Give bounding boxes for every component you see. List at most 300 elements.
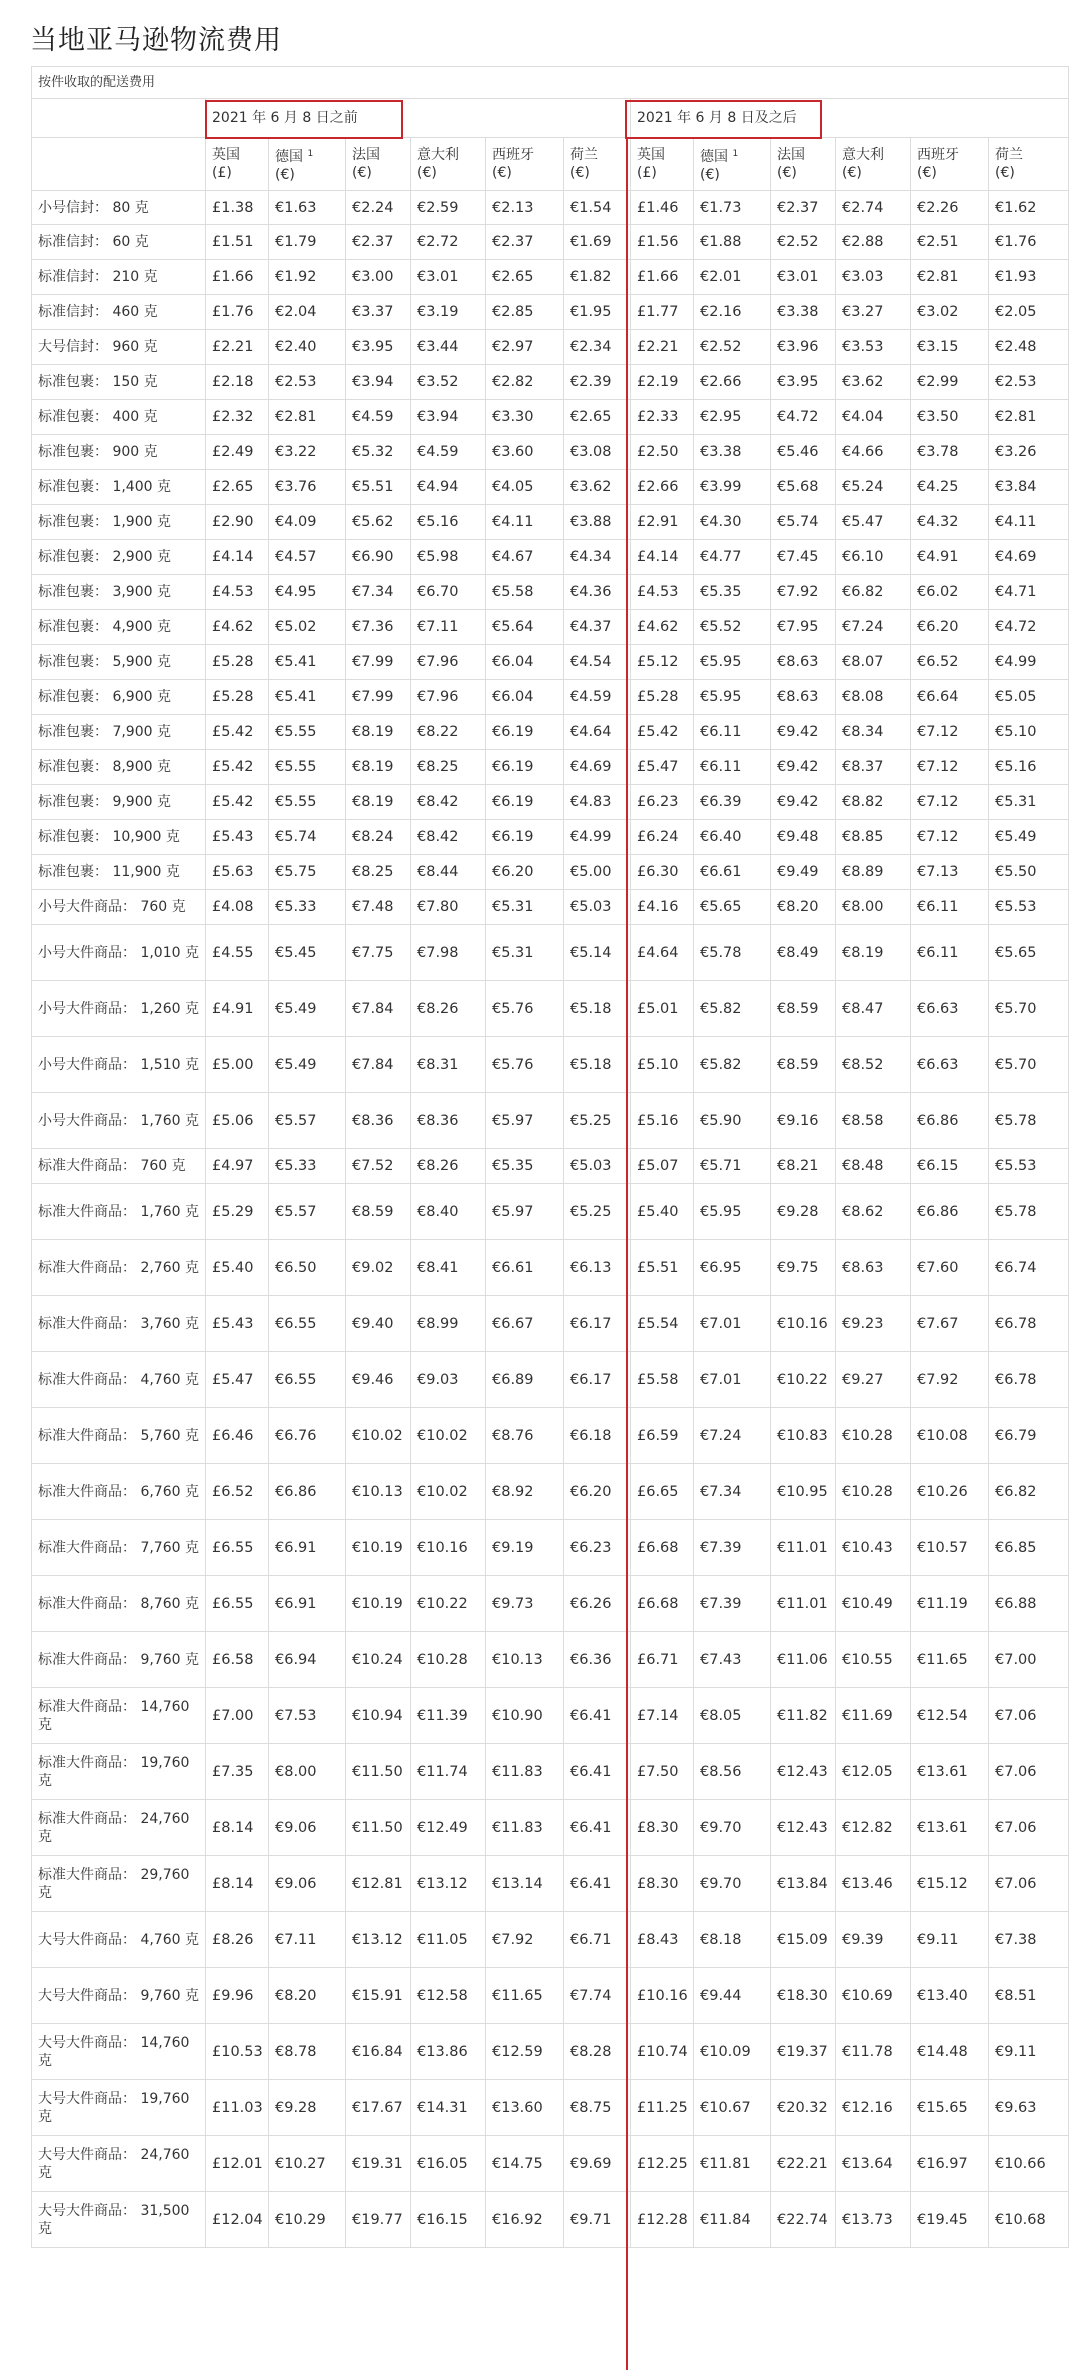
fee-cell-after: €3.01: [771, 260, 836, 295]
fee-cell-before: €8.75: [564, 2080, 631, 2136]
fee-cell-after: €2.81: [911, 260, 989, 295]
fee-cell-after: £8.43: [631, 1912, 694, 1968]
fee-cell-before: €16.15: [411, 2192, 486, 2248]
fee-cell-before: €1.95: [564, 295, 631, 330]
fee-cell-after: €11.81: [694, 2136, 771, 2192]
fee-cell-before: €10.28: [411, 1632, 486, 1688]
fee-cell-after: €10.83: [771, 1408, 836, 1464]
fee-cell-after: €5.95: [694, 680, 771, 715]
period-header-row: [32, 99, 1069, 138]
fee-cell-after: €6.11: [911, 890, 989, 925]
fee-cell-before: €1.54: [564, 191, 631, 225]
fee-cell-after: €7.12: [911, 820, 989, 855]
size-tier-label: 小号大件商品： 1,260 克: [32, 981, 206, 1037]
fee-cell-before: £10.53: [206, 2024, 269, 2080]
size-tier-label: 标准大件商品： 8,760 克: [32, 1576, 206, 1632]
fee-cell-after: £5.51: [631, 1240, 694, 1296]
fee-cell-before: €7.52: [346, 1149, 411, 1184]
fee-row: [32, 1856, 1069, 1912]
fee-cell-after: €2.52: [694, 330, 771, 365]
fee-cell-after: €11.84: [694, 2192, 771, 2248]
page-title: 当地亚马逊物流费用: [30, 25, 282, 56]
fee-cell-before: £12.01: [206, 2136, 269, 2192]
fee-cell-before: €6.91: [269, 1576, 346, 1632]
fee-cell-before: €19.77: [346, 2192, 411, 2248]
country-name: 法国: [352, 147, 380, 163]
fee-cell-after: €4.72: [989, 610, 1069, 645]
fee-row: [32, 855, 1069, 890]
fee-cell-before: €8.25: [411, 750, 486, 785]
fee-cell-after: €7.38: [989, 1912, 1069, 1968]
fee-cell-after: €3.84: [989, 470, 1069, 505]
fee-cell-before: €5.55: [269, 715, 346, 750]
fee-cell-after: €6.52: [911, 645, 989, 680]
fee-cell-after: €5.95: [694, 645, 771, 680]
fee-cell-before: €3.08: [564, 435, 631, 470]
fee-cell-after: €22.74: [771, 2192, 836, 2248]
fee-cell-before: €3.60: [486, 435, 564, 470]
fee-cell-before: £11.03: [206, 2080, 269, 2136]
fee-row: [32, 610, 1069, 645]
fee-cell-before: £1.51: [206, 225, 269, 260]
fee-cell-before: €7.48: [346, 890, 411, 925]
size-tier-label: 标准大件商品： 7,760 克: [32, 1520, 206, 1576]
fee-cell-before: €11.65: [486, 1968, 564, 2024]
fee-cell-after: €7.45: [771, 540, 836, 575]
fee-cell-before: €9.46: [346, 1352, 411, 1408]
fee-row: [32, 925, 1069, 981]
fee-cell-before: €2.37: [486, 225, 564, 260]
size-tier-label: 标准信封： 460 克: [32, 295, 206, 330]
fee-cell-after: €13.61: [911, 1800, 989, 1856]
fee-cell-after: £2.33: [631, 400, 694, 435]
fee-row: [32, 2080, 1069, 2136]
fee-cell-after: €7.24: [694, 1408, 771, 1464]
fee-cell-before: €5.18: [564, 981, 631, 1037]
fee-cell-before: €4.59: [411, 435, 486, 470]
fee-cell-after: £6.30: [631, 855, 694, 890]
fee-cell-before: €4.59: [564, 680, 631, 715]
fee-cell-after: £8.30: [631, 1800, 694, 1856]
size-tier-label: 标准大件商品： 760 克: [32, 1149, 206, 1184]
fee-cell-before: £5.42: [206, 715, 269, 750]
fee-row: [32, 981, 1069, 1037]
fee-cell-after: €3.27: [836, 295, 911, 330]
size-tier-label: 标准大件商品： 4,760 克: [32, 1352, 206, 1408]
fee-cell-before: €14.31: [411, 2080, 486, 2136]
fee-cell-after: €10.28: [836, 1408, 911, 1464]
size-tier-label: 标准包裹： 1,400 克: [32, 470, 206, 505]
fee-cell-before: €6.41: [564, 1744, 631, 1800]
fee-cell-before: €3.94: [346, 365, 411, 400]
fee-cell-after: €7.39: [694, 1576, 771, 1632]
fee-cell-after: €9.42: [771, 715, 836, 750]
fee-cell-after: £5.28: [631, 680, 694, 715]
fee-cell-before: €8.26: [411, 981, 486, 1037]
fee-cell-before: €8.36: [411, 1093, 486, 1149]
fee-cell-after: €3.53: [836, 330, 911, 365]
fee-cell-after: €10.43: [836, 1520, 911, 1576]
country-header-before: [411, 138, 486, 191]
fee-cell-after: €2.95: [694, 400, 771, 435]
currency-unit: (€): [275, 166, 295, 183]
country-header-blank: [32, 138, 206, 191]
fee-cell-after: €8.19: [836, 925, 911, 981]
fee-cell-before: €6.17: [564, 1352, 631, 1408]
fee-row: [32, 1149, 1069, 1184]
fba-fee-table: [31, 66, 1069, 2248]
fee-cell-before: €4.54: [564, 645, 631, 680]
fee-cell-after: €6.11: [911, 925, 989, 981]
fee-cell-after: €7.92: [911, 1352, 989, 1408]
fee-cell-before: €5.41: [269, 680, 346, 715]
fee-cell-before: €5.76: [486, 981, 564, 1037]
fee-cell-before: €2.13: [486, 191, 564, 225]
size-tier-label: 标准包裹： 4,900 克: [32, 610, 206, 645]
fee-cell-before: €8.28: [564, 2024, 631, 2080]
fee-cell-after: €2.66: [694, 365, 771, 400]
country-header-after: [694, 138, 771, 191]
fee-cell-before: €5.49: [269, 1037, 346, 1093]
fee-cell-after: £4.53: [631, 575, 694, 610]
fee-cell-before: €2.65: [564, 400, 631, 435]
fee-cell-after: €4.91: [911, 540, 989, 575]
fee-cell-before: €3.95: [346, 330, 411, 365]
fee-cell-after: €5.24: [836, 470, 911, 505]
fee-cell-before: €3.37: [346, 295, 411, 330]
fee-cell-before: €9.06: [269, 1800, 346, 1856]
fee-cell-before: €4.34: [564, 540, 631, 575]
fee-cell-before: £5.43: [206, 820, 269, 855]
fee-cell-before: €2.24: [346, 191, 411, 225]
fee-cell-after: €7.13: [911, 855, 989, 890]
fee-cell-before: €10.13: [486, 1632, 564, 1688]
fee-cell-before: €9.73: [486, 1576, 564, 1632]
fee-cell-after: £6.68: [631, 1520, 694, 1576]
fee-cell-after: £2.66: [631, 470, 694, 505]
fee-cell-after: €9.49: [771, 855, 836, 890]
fee-cell-after: £4.64: [631, 925, 694, 981]
fee-cell-before: €5.64: [486, 610, 564, 645]
fee-cell-before: €8.99: [411, 1296, 486, 1352]
fee-cell-before: €6.19: [486, 750, 564, 785]
size-tier-label: 小号大件商品： 1,760 克: [32, 1093, 206, 1149]
country-header-after: [911, 138, 989, 191]
fee-cell-before: €4.59: [346, 400, 411, 435]
size-tier-label: 标准包裹： 5,900 克: [32, 645, 206, 680]
currency-unit: (€): [492, 165, 512, 181]
fee-cell-before: €5.00: [564, 855, 631, 890]
fee-cell-after: €6.11: [694, 715, 771, 750]
fee-cell-after: €8.49: [771, 925, 836, 981]
fee-cell-after: €7.01: [694, 1352, 771, 1408]
fee-cell-after: €3.50: [911, 400, 989, 435]
fee-cell-after: €5.82: [694, 1037, 771, 1093]
fee-cell-before: £5.29: [206, 1184, 269, 1240]
fee-cell-before: €10.29: [269, 2192, 346, 2248]
fee-cell-before: €4.95: [269, 575, 346, 610]
fee-cell-before: €10.19: [346, 1520, 411, 1576]
fee-cell-after: €6.64: [911, 680, 989, 715]
fee-row: [32, 1408, 1069, 1464]
fee-cell-after: €7.06: [989, 1744, 1069, 1800]
fee-row: [32, 1464, 1069, 1520]
footnote-marker: 1: [307, 148, 314, 159]
fee-cell-before: €5.75: [269, 855, 346, 890]
currency-unit: (€): [995, 165, 1015, 181]
currency-unit: (€): [917, 165, 937, 181]
fee-cell-after: €8.20: [771, 890, 836, 925]
fee-cell-before: £6.46: [206, 1408, 269, 1464]
fee-cell-before: £5.42: [206, 750, 269, 785]
fee-cell-before: £4.55: [206, 925, 269, 981]
fee-cell-after: €11.06: [771, 1632, 836, 1688]
fee-cell-before: €8.76: [486, 1408, 564, 1464]
fee-cell-before: €7.11: [411, 610, 486, 645]
fee-cell-after: €5.53: [989, 890, 1069, 925]
fee-cell-before: €5.97: [486, 1184, 564, 1240]
fee-cell-before: €6.91: [269, 1520, 346, 1576]
fee-cell-after: €10.26: [911, 1464, 989, 1520]
fee-cell-before: £2.49: [206, 435, 269, 470]
fee-row: [32, 750, 1069, 785]
country-name: 西班牙: [917, 147, 959, 163]
size-tier-label: 标准包裹： 400 克: [32, 400, 206, 435]
table-caption: 按件收取的配送费用: [32, 67, 1069, 99]
currency-unit: (€): [570, 165, 590, 181]
fee-cell-after: €11.82: [771, 1688, 836, 1744]
fee-cell-after: €3.95: [771, 365, 836, 400]
fee-cell-before: £12.04: [206, 2192, 269, 2248]
fee-row: [32, 1744, 1069, 1800]
fee-cell-before: €3.94: [411, 400, 486, 435]
size-tier-label: 标准包裹： 7,900 克: [32, 715, 206, 750]
fee-cell-after: €5.35: [694, 575, 771, 610]
fee-cell-before: €2.97: [486, 330, 564, 365]
country-header-after: [631, 138, 694, 191]
fee-cell-before: €4.67: [486, 540, 564, 575]
country-name: 意大利: [842, 147, 884, 163]
fee-cell-before: €7.96: [411, 645, 486, 680]
fee-row: [32, 400, 1069, 435]
fee-cell-before: €5.16: [411, 505, 486, 540]
fee-cell-after: €6.63: [911, 981, 989, 1037]
fee-cell-after: €2.37: [771, 191, 836, 225]
fee-cell-after: £5.10: [631, 1037, 694, 1093]
country-header-row: [32, 138, 1069, 191]
fee-cell-after: €11.19: [911, 1576, 989, 1632]
fee-cell-after: €8.48: [836, 1149, 911, 1184]
currency-unit: (€): [777, 165, 797, 181]
country-name: 英国: [637, 147, 665, 163]
fee-cell-before: €5.49: [269, 981, 346, 1037]
period-after-header: 2021 年 6 月 8 日及之后: [631, 99, 1069, 138]
fee-cell-before: €5.03: [564, 890, 631, 925]
fee-cell-before: €8.19: [346, 750, 411, 785]
fee-cell-after: €6.15: [911, 1149, 989, 1184]
fee-cell-after: €5.78: [989, 1093, 1069, 1149]
fee-cell-before: €9.28: [269, 2080, 346, 2136]
fee-cell-after: €8.21: [771, 1149, 836, 1184]
fee-cell-before: £8.26: [206, 1912, 269, 1968]
fee-cell-before: £5.28: [206, 680, 269, 715]
fee-cell-after: €6.82: [836, 575, 911, 610]
fee-cell-after: €2.05: [989, 295, 1069, 330]
size-tier-label: 标准包裹： 11,900 克: [32, 855, 206, 890]
country-header-after: [771, 138, 836, 191]
fee-row: [32, 435, 1069, 470]
fee-cell-before: €4.94: [411, 470, 486, 505]
fee-cell-before: €3.76: [269, 470, 346, 505]
fee-cell-after: €5.95: [694, 1184, 771, 1240]
fee-cell-after: €7.00: [989, 1632, 1069, 1688]
fee-cell-before: €13.14: [486, 1856, 564, 1912]
fee-cell-before: €3.62: [564, 470, 631, 505]
fee-cell-before: €2.34: [564, 330, 631, 365]
fee-cell-after: €5.50: [989, 855, 1069, 890]
fee-cell-after: €19.45: [911, 2192, 989, 2248]
fee-cell-after: €6.82: [989, 1464, 1069, 1520]
fee-cell-before: £2.21: [206, 330, 269, 365]
fee-cell-after: €10.49: [836, 1576, 911, 1632]
fee-cell-after: €7.12: [911, 750, 989, 785]
fee-cell-before: €8.42: [411, 820, 486, 855]
fee-cell-before: £4.14: [206, 540, 269, 575]
fee-cell-before: €8.59: [346, 1184, 411, 1240]
fee-cell-before: €11.83: [486, 1800, 564, 1856]
size-tier-label: 标准信封： 60 克: [32, 225, 206, 260]
currency-unit: (€): [417, 165, 437, 181]
fee-cell-before: €8.31: [411, 1037, 486, 1093]
fee-cell-before: €5.55: [269, 750, 346, 785]
fee-cell-after: £1.46: [631, 191, 694, 225]
fee-row: [32, 890, 1069, 925]
fee-cell-before: €8.41: [411, 1240, 486, 1296]
fee-cell-after: €6.11: [694, 750, 771, 785]
fee-cell-after: €13.64: [836, 2136, 911, 2192]
fee-cell-before: €8.25: [346, 855, 411, 890]
fee-cell-after: €4.77: [694, 540, 771, 575]
fee-cell-after: €8.52: [836, 1037, 911, 1093]
country-header-after: [836, 138, 911, 191]
fee-cell-before: £5.63: [206, 855, 269, 890]
fee-cell-after: €8.18: [694, 1912, 771, 1968]
fee-cell-after: €2.01: [694, 260, 771, 295]
fee-cell-before: £2.65: [206, 470, 269, 505]
fee-cell-after: €6.95: [694, 1240, 771, 1296]
fee-cell-after: €2.74: [836, 191, 911, 225]
fee-row: [32, 1184, 1069, 1240]
fee-cell-before: £1.38: [206, 191, 269, 225]
fee-cell-after: €1.76: [989, 225, 1069, 260]
fee-cell-before: €10.13: [346, 1464, 411, 1520]
fee-cell-after: €7.06: [989, 1688, 1069, 1744]
fee-cell-after: €9.11: [911, 1912, 989, 1968]
fee-cell-after: €11.01: [771, 1576, 836, 1632]
fee-cell-before: €8.36: [346, 1093, 411, 1149]
fee-row: [32, 2024, 1069, 2080]
fee-cell-before: €3.01: [411, 260, 486, 295]
fee-cell-before: €7.98: [411, 925, 486, 981]
size-tier-label: 大号大件商品： 19,760 克: [32, 2080, 206, 2136]
fee-cell-after: €2.88: [836, 225, 911, 260]
fee-cell-before: €5.74: [269, 820, 346, 855]
fee-row: [32, 1688, 1069, 1744]
fee-cell-after: €9.39: [836, 1912, 911, 1968]
fee-cell-after: €5.78: [989, 1184, 1069, 1240]
fee-cell-before: €8.19: [346, 785, 411, 820]
fee-cell-before: €6.17: [564, 1296, 631, 1352]
size-tier-label: 标准大件商品： 5,760 克: [32, 1408, 206, 1464]
fee-cell-before: €6.90: [346, 540, 411, 575]
fee-cell-after: £4.62: [631, 610, 694, 645]
fee-cell-after: €6.02: [911, 575, 989, 610]
fee-cell-before: €2.82: [486, 365, 564, 400]
fee-cell-before: £4.62: [206, 610, 269, 645]
fee-cell-after: €10.28: [836, 1464, 911, 1520]
fee-cell-after: £5.47: [631, 750, 694, 785]
fee-cell-after: £5.01: [631, 981, 694, 1037]
fee-cell-after: €8.89: [836, 855, 911, 890]
fee-row: [32, 2192, 1069, 2248]
fee-cell-before: €8.00: [269, 1744, 346, 1800]
fee-cell-before: €10.02: [411, 1408, 486, 1464]
fee-cell-before: €6.20: [486, 855, 564, 890]
fee-cell-before: £5.42: [206, 785, 269, 820]
fee-cell-after: €1.73: [694, 191, 771, 225]
fee-cell-after: €3.99: [694, 470, 771, 505]
fee-cell-after: €8.56: [694, 1744, 771, 1800]
fee-cell-before: €5.98: [411, 540, 486, 575]
size-tier-label: 标准包裹： 6,900 克: [32, 680, 206, 715]
fee-cell-after: €9.75: [771, 1240, 836, 1296]
fee-cell-after: £5.42: [631, 715, 694, 750]
fee-cell-before: £8.14: [206, 1856, 269, 1912]
fee-cell-after: €8.05: [694, 1688, 771, 1744]
fee-cell-before: €10.02: [411, 1464, 486, 1520]
fee-cell-before: £5.43: [206, 1296, 269, 1352]
fee-cell-before: £7.00: [206, 1688, 269, 1744]
fee-cell-before: €9.69: [564, 2136, 631, 2192]
size-tier-label: 标准包裹： 150 克: [32, 365, 206, 400]
fee-cell-before: €10.27: [269, 2136, 346, 2192]
fee-cell-after: €6.79: [989, 1408, 1069, 1464]
fee-cell-before: €5.76: [486, 1037, 564, 1093]
fee-cell-before: €5.35: [486, 1149, 564, 1184]
fee-cell-after: €4.69: [989, 540, 1069, 575]
fee-cell-after: €3.26: [989, 435, 1069, 470]
country-header-before: [206, 138, 269, 191]
fee-cell-after: £6.68: [631, 1576, 694, 1632]
fee-cell-after: €7.06: [989, 1800, 1069, 1856]
fee-row: [32, 225, 1069, 260]
size-tier-label: 大号大件商品： 14,760 克: [32, 2024, 206, 2080]
fee-cell-after: €11.69: [836, 1688, 911, 1744]
fee-cell-after: €2.51: [911, 225, 989, 260]
fee-cell-after: €4.71: [989, 575, 1069, 610]
fee-row: [32, 1968, 1069, 2024]
fee-row: [32, 365, 1069, 400]
fee-row: [32, 785, 1069, 820]
fee-cell-after: €9.11: [989, 2024, 1069, 2080]
fee-row: [32, 260, 1069, 295]
fee-cell-after: €8.00: [836, 890, 911, 925]
fee-cell-after: £6.23: [631, 785, 694, 820]
fee-cell-after: €6.40: [694, 820, 771, 855]
size-tier-label: 标准大件商品： 6,760 克: [32, 1464, 206, 1520]
fee-cell-after: €9.27: [836, 1352, 911, 1408]
fee-cell-before: €5.51: [346, 470, 411, 505]
